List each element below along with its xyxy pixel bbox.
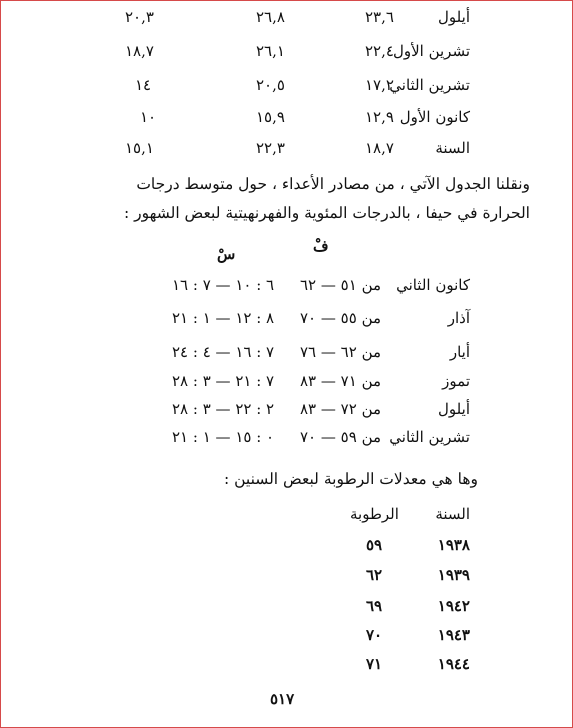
intro-paragraph-line-1: ونقلنا الجدول الآتي ، من مصادر الأعداء ، حول متوسط درجات — [136, 175, 530, 193]
page-number: ٥١٧ — [270, 690, 295, 708]
celsius-range: ٢ : ٢٢ — ٣ : ٢٨ — [172, 400, 275, 418]
month-label: كانون الأول — [399, 108, 470, 126]
year-cell: ١٩٣٨ — [437, 536, 470, 554]
value-cell: ١٥,٩ — [256, 108, 285, 126]
month-label: أيلول — [438, 400, 470, 418]
year-cell: ١٩٤٢ — [437, 597, 470, 615]
month-label: السنة — [435, 139, 470, 157]
value-cell: ٢٦,١ — [256, 42, 285, 60]
value-cell: ١٢,٩ — [365, 108, 394, 126]
table-row — [0, 108, 470, 132]
humidity-header: الرطوبة — [350, 505, 399, 523]
humidity-cell: ٧١ — [366, 655, 383, 673]
month-label: تشرين الثاني — [389, 76, 470, 94]
humidity-cell: ٥٩ — [366, 536, 383, 554]
table-row — [0, 597, 470, 621]
table-row — [0, 372, 470, 396]
value-cell: ٢٣,٦ — [365, 8, 394, 26]
humidity-cell: ٧٠ — [366, 626, 383, 644]
table-row — [0, 400, 470, 424]
celsius-range: ٧ : ٢١ — ٣ : ٢٨ — [172, 372, 275, 390]
celsius-range: ٠ : ١٥ — ١ : ٢١ — [172, 428, 275, 446]
table-row — [0, 566, 470, 590]
table-row — [0, 139, 470, 163]
fahrenheit-range: من ٥٥ — ٧٠ — [300, 309, 382, 327]
value-cell: ٢٢,٣ — [256, 139, 285, 157]
table-row — [0, 309, 470, 333]
celsius-range: ٨ : ١٢ — ١ : ٢١ — [172, 309, 275, 327]
celsius-header: سْ — [217, 245, 236, 263]
value-cell: ١٨,٧ — [365, 139, 394, 157]
month-label: أيلول — [438, 8, 470, 26]
month-label: كانون الثاني — [396, 276, 470, 294]
month-label: تشرين الثاني — [389, 428, 470, 446]
table-row — [0, 8, 470, 32]
month-label: آذار — [447, 309, 470, 327]
year-cell: ١٩٣٩ — [437, 566, 470, 584]
table-row — [0, 343, 470, 367]
humidity-table-header — [0, 505, 470, 529]
celsius-range: ٧ : ١٦ — ٤ : ٢٤ — [172, 343, 275, 361]
fahrenheit-range: من ٧٢ — ٨٣ — [300, 400, 382, 418]
month-label: تموز — [442, 372, 470, 390]
year-cell: ١٩٤٣ — [437, 626, 470, 644]
humidity-intro: وها هي معدلات الرطوبة لبعض السنين : — [223, 470, 478, 488]
value-cell: ١٧,٢ — [365, 76, 394, 94]
intro-paragraph-line-2: الحرارة في حيفا ، بالدرجات المئوية والفهرنهيتية لبعض الشهور : — [123, 204, 530, 222]
table-row — [0, 42, 470, 66]
celsius-range: ٦ : ١٠ — ٧ : ١٦ — [172, 276, 275, 294]
fahrenheit-header: فْ — [313, 237, 329, 255]
month-label: تشرين الأول — [392, 42, 470, 60]
table-row — [0, 626, 470, 650]
value-cell: ١٤ — [135, 76, 152, 94]
table-row — [0, 76, 470, 100]
table-row — [0, 276, 470, 300]
value-cell: ٢٠,٥ — [256, 76, 285, 94]
value-cell: ١٨,٧ — [125, 42, 154, 60]
fahrenheit-range: من ٧١ — ٨٣ — [300, 372, 382, 390]
year-cell: ١٩٤٤ — [437, 655, 470, 673]
value-cell: ٢٠,٣ — [125, 8, 154, 26]
table-row — [0, 655, 470, 679]
humidity-cell: ٦٢ — [366, 566, 383, 584]
value-cell: ١٠ — [140, 108, 157, 126]
fahrenheit-range: من ٥٩ — ٧٠ — [300, 428, 382, 446]
value-cell: ٢٦,٨ — [256, 8, 285, 26]
fahrenheit-range: من ٦٢ — ٧٦ — [300, 343, 382, 361]
value-cell: ١٥,١ — [125, 139, 154, 157]
value-cell: ٢٢,٤ — [365, 42, 394, 60]
fahrenheit-range: من ٥١ — ٦٢ — [300, 276, 382, 294]
table-row — [0, 536, 470, 560]
humidity-cell: ٦٩ — [366, 597, 383, 615]
year-header: السنة — [435, 505, 470, 523]
month-label: أيار — [449, 343, 470, 361]
table-row — [0, 428, 470, 452]
